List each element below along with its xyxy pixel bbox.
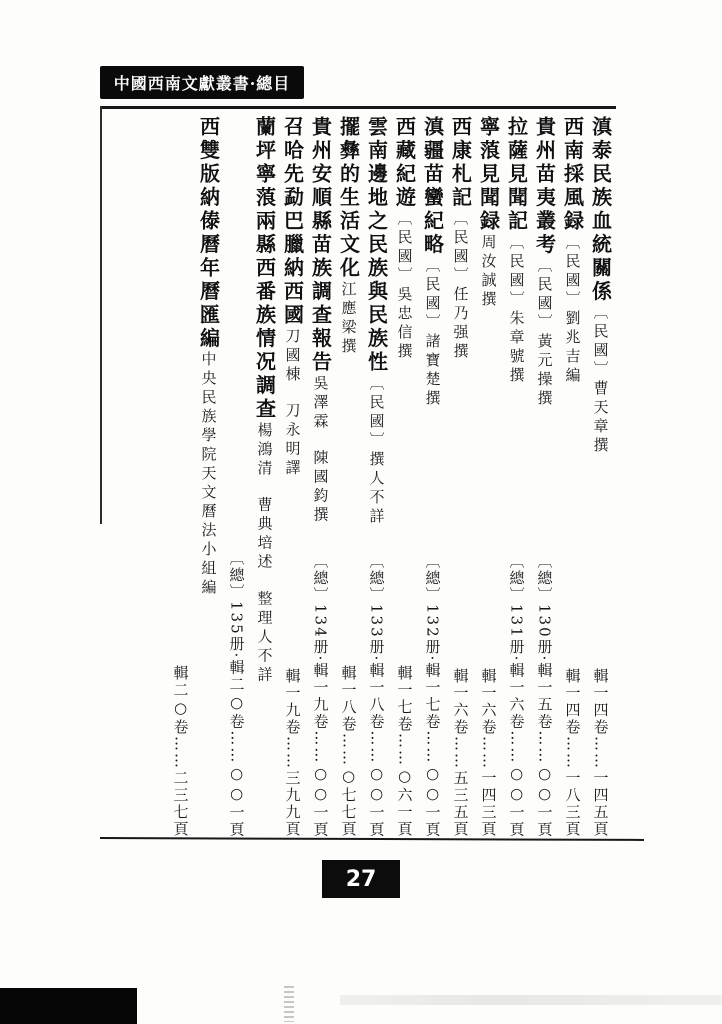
entry-author: 〔民國〕曹天章撰 — [591, 304, 610, 456]
entry-head — [363, 116, 392, 527]
entry-title: 寧蒗見聞録 — [476, 116, 501, 234]
entry-locator: 輯一七卷……○六一頁 — [395, 665, 414, 838]
entry-author: 刀國棟 刀永明譯 — [283, 327, 302, 479]
series-title: 中國西南文獻叢書·總目 — [113, 74, 291, 93]
entry-line — [475, 116, 503, 838]
entry-author: 〔民國〕任乃强撰 — [451, 210, 470, 362]
entry-head — [391, 116, 420, 362]
entry-locator-line — [167, 116, 195, 838]
entry-head — [503, 116, 532, 386]
series-title-banner — [100, 66, 304, 99]
entry-head-line — [251, 116, 279, 838]
entry-locator: 輯二○卷……二三七頁 — [171, 665, 190, 838]
entry-head — [587, 116, 616, 456]
entry-head — [531, 116, 560, 409]
entry-line — [559, 116, 587, 838]
entry-line — [307, 116, 335, 838]
toc-entry — [475, 116, 503, 838]
entry-line — [587, 116, 615, 838]
entry-locator: 輯一六卷……一四三頁 — [479, 668, 498, 838]
entry-head — [419, 116, 448, 409]
entry-head-line — [195, 116, 223, 838]
entry-locator: 輯一六卷……五三五頁 — [451, 668, 470, 838]
entry-line — [335, 116, 363, 838]
scan-artifact-black-block — [0, 988, 137, 1024]
entry-locator: 輯一八卷……○七七頁 — [339, 665, 358, 838]
page-number: 27 — [345, 866, 377, 892]
entry-title: 貴州安順縣苗族調查報告 — [308, 116, 333, 375]
entry-title: 西南採風録 — [560, 116, 585, 234]
entry-line — [531, 116, 559, 838]
entry-head — [475, 116, 504, 310]
entry-locator-line — [223, 116, 251, 838]
entry-locator: 〔總〕130册·輯一五卷……○○一頁 — [535, 552, 554, 838]
entry-line — [279, 116, 307, 838]
entry-head — [251, 116, 280, 685]
toc-entry — [335, 116, 363, 838]
entry-title: 西雙版納傣曆年曆匯編 — [196, 116, 221, 351]
entry-locator: 輯一四卷……一八三頁 — [563, 668, 582, 838]
entry-author: 〔民國〕劉兆吉編 — [563, 233, 582, 386]
entry-locator: 〔總〕131册·輯一六卷……○○一頁 — [507, 552, 526, 838]
entry-title: 召哈先勐巴臘納西國 — [280, 116, 305, 328]
entry-author: 江應梁撰 — [339, 280, 358, 357]
entry-title: 西康札記 — [448, 116, 473, 210]
entry-title: 滇疆苗蠻紀略 — [420, 116, 445, 257]
entry-title: 滇泰民族血統關係 — [588, 116, 613, 304]
entry-author: 楊鴻清 曹典培述 整理人不詳 — [255, 421, 274, 685]
entry-title: 西藏紀遊 — [392, 116, 417, 210]
toc-entry — [167, 116, 223, 838]
entry-author: 〔民國〕撰人不詳 — [367, 374, 386, 527]
top-rule — [100, 106, 616, 109]
toc-entry — [307, 116, 335, 838]
entry-head — [307, 116, 336, 525]
entry-author: 吳澤霖 陳國鈞撰 — [311, 374, 330, 526]
toc-entry — [503, 116, 531, 838]
entry-locator: 〔總〕134册·輯一九卷……○○一頁 — [311, 552, 330, 838]
toc-entry — [391, 116, 419, 838]
toc-entry — [587, 116, 615, 838]
entry-title: 貴州苗夷叢考 — [532, 116, 557, 257]
left-margin-rule — [100, 106, 102, 524]
toc-entry — [419, 116, 447, 838]
entry-author: 〔民國〕諸寶楚撰 — [423, 257, 442, 409]
entry-head — [279, 116, 308, 478]
entry-line — [419, 116, 447, 838]
entry-author: 〔民國〕朱章號撰 — [507, 233, 526, 386]
toc-entry — [447, 116, 475, 838]
entry-title: 擺彝的生活文化 — [336, 116, 361, 281]
entry-locator: 輯一九卷……三九九頁 — [283, 668, 302, 838]
entry-author: 中央民族學院天文曆法小組編 — [199, 351, 218, 598]
entry-line — [391, 116, 419, 838]
entry-author: 〔民國〕黃元操撰 — [535, 257, 554, 409]
entry-locator: 〔總〕132册·輯一七卷……○○一頁 — [423, 552, 442, 838]
entry-locator: 〔總〕135册·輯二○卷……○○一頁 — [227, 549, 246, 838]
entry-line — [363, 116, 391, 838]
entry-author: 周汝誠撰 — [479, 233, 498, 310]
page-number-box — [322, 860, 400, 898]
entry-title: 拉薩見聞記 — [504, 116, 529, 234]
toc-entry — [363, 116, 391, 838]
entry-line — [503, 116, 531, 838]
toc-entry — [531, 116, 559, 838]
toc-entry — [559, 116, 587, 838]
scan-artifact-smear — [340, 995, 722, 1005]
entry-locator: 〔總〕133册·輯一八卷……○○一頁 — [367, 552, 386, 838]
entry-head — [335, 116, 364, 357]
scan-artifact-speckle — [284, 986, 294, 1022]
entry-locator: 輯一四卷……一四五頁 — [591, 668, 610, 838]
toc-column-block — [167, 116, 615, 838]
entry-head — [559, 116, 588, 386]
entry-head — [195, 116, 224, 598]
toc-entry — [279, 116, 307, 838]
entry-line — [447, 116, 475, 838]
entry-title: 蘭坪寧蒗兩縣西番族情况調查 — [252, 116, 277, 422]
entry-author: 〔民國〕吳忠信撰 — [395, 210, 414, 362]
entry-head — [447, 116, 476, 362]
entry-title: 雲南邊地之民族與民族性 — [364, 116, 389, 375]
toc-entry — [223, 116, 279, 838]
